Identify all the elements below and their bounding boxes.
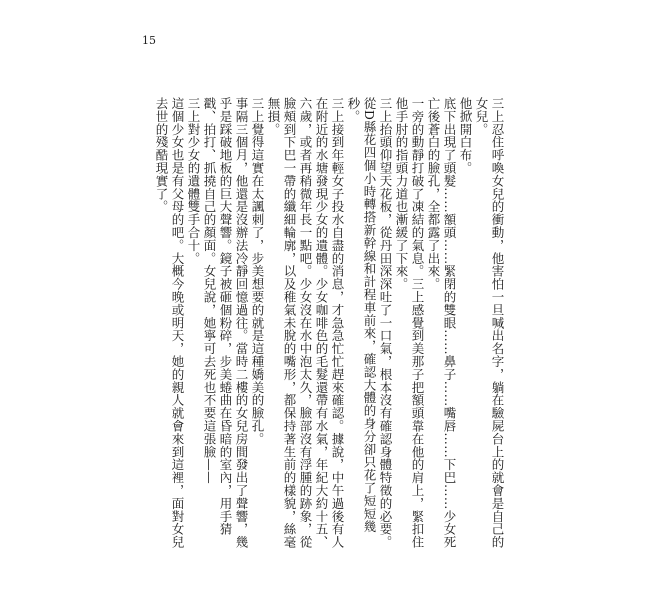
page-number: 15	[142, 34, 156, 47]
paragraph: 他掀開白布。	[458, 96, 473, 174]
paragraph: 三上抬頭仰望天花板，從丹田深深吐了一口氣，根本沒有確認身體特徵的必要。從D縣花四個小時轉搭新幹線和計程車前來，確認大體的身分卻只花了短短幾秒。	[346, 96, 393, 548]
paragraph: 一旁的動靜打破了凍結的氣息。三上感覺到美那子把額頭靠在他的肩上，緊扣住他手肘的指頭力道也漸緩了下來。	[394, 96, 425, 548]
paragraph: 這個少女也是有父母的吧。大概今晚或明天，她的親人就會來到這裡，面對女兒去世的殘酷現實了。	[154, 96, 185, 548]
paragraph: 三上覺得這實在太諷刺了，步美想要的就是這種嬌美的臉孔。	[250, 96, 265, 445]
body-text	[153, 84, 505, 554]
paragraph: 底下出現了頭髮……額頭……緊閉的雙眼……鼻子……嘴唇……下巴……少女死亡後蒼白的臉孔，全都露了出來。	[426, 96, 457, 548]
paragraph: 事隔三個月，他還是沒辦法冷靜回憶過往。當時二樓的女兒房間發出了聲響，幾乎是踩破地板的巨大聲響。鏡子被砸個粉碎，步美蜷曲在昏暗的室內，用手猜戳、拍打、抓撓自己的顏面。女兒說，她寧可去死也不要這張臉——	[202, 96, 249, 548]
paragraph: 三上接到年輕女子投水自盡的消息，才急急忙忙趕來確認。據說，中午過後有人在附近的水塘發現少女的遺體。少女咖啡色的毛髮還帶有水氣，年紀大約十五、六歲，或者再稍微年長一點吧。少女沒在水中泡太久，臉部沒有浮腫的跡象，從臉頰到下巴一帶的纖細輪廓，以及稚氣未脫的嘴形，都保持著生前的樣貌，絲毫無損。	[266, 96, 345, 548]
paragraph: 三上忍住呼喚女兒的衝動，他害怕一旦喊出名字，躺在驗屍台上的就會是自己的女兒。	[474, 96, 505, 548]
paragraph: 三上對少女的遺體雙手合十。	[186, 96, 201, 265]
